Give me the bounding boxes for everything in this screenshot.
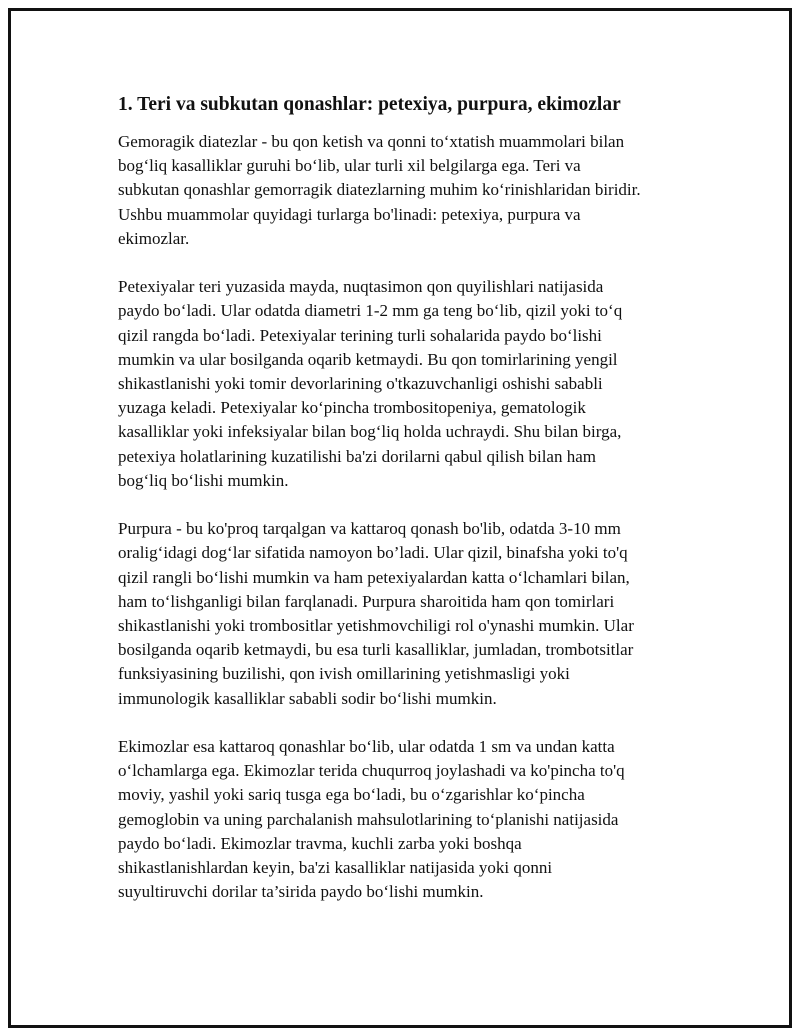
text-line: bosilganda oqarib ketmaydi, bu esa turli kasalliklar, jumladan, trombotsitlar	[118, 640, 634, 660]
text-line: qizil rangda bo‘ladi. Petexiyalar terining turli sohalarida paydo bo‘lishi	[118, 325, 602, 345]
text-line: Ekimozlar esa kattaroq qonashlar bo‘lib, ular odatda 1 sm va undan katta	[118, 737, 615, 757]
paragraph-petexiya	[118, 275, 688, 493]
text-line: kasalliklar yoki infeksiyalar bilan bog‘liq holda uchraydi. Shu bilan birga,	[118, 422, 622, 442]
text-line: shikastlanishi yoki trombositlar yetishmovchiligi rol o'ynashi mumkin. Ular	[118, 616, 634, 636]
text-line: petexiya holatlarining kuzatilishi ba'zi dorilarni qabul qilish bilan ham	[118, 446, 597, 466]
text-line: oralig‘idagi dog‘lar sifatida namoyon bo’ladi. Ular qizil, binafsha yoki to'q	[118, 543, 628, 563]
text-line: immunologik kasalliklar sababli sodir bo‘lishi mumkin.	[118, 688, 497, 708]
text-line: shikastlanishi yoki tomir devorlarining o'tkazuvchanligi oshishi sababli	[118, 374, 603, 394]
text-line: paydo bo‘ladi. Ekimozlar travma, kuchli zarba yoki boshqa	[118, 833, 522, 853]
text-line: Gemoragik diatezlar - bu qon ketish va qonni to‘xtatish muammolari bilan	[118, 132, 625, 151]
text-line: bog‘liq kasalliklar guruhi bo‘lib, ular turli xil belgilarga ega. Teri va	[118, 156, 581, 176]
text-line: Purpura - bu ko'proq tarqalgan va kattaroq qonash bo'lib, odatda 3-10 mm	[118, 519, 621, 539]
paragraph-purpura	[118, 517, 688, 711]
text-line: suyultiruvchi dorilar ta’sirida paydo bo‘lishi mumkin.	[118, 882, 484, 902]
text-line: gemoglobin va uning parchalanish mahsulotlarining to‘planishi natijasida	[118, 809, 619, 829]
text-line: funksiyasining buzilishi, qon ivish omillarining yetishmasligi yoki	[118, 664, 570, 684]
text-line: shikastlanishlardan keyin, ba'zi kasalliklar natijasida yoki qonni	[118, 858, 553, 878]
text-line: ekimozlar.	[118, 228, 190, 248]
text-line: Ushbu muammolar quyidagi turlarga bo'linadi: petexiya, purpura va	[118, 204, 581, 224]
paragraph-introduction	[118, 130, 688, 251]
text-line: mumkin va ular bosilganda oqarib ketmaydi. Bu qon tomirlarining yengil	[118, 349, 618, 369]
section-heading: 1. Teri va subkutan qonashlar: petexiya, purpura, ekimozlar	[118, 94, 621, 115]
text-line: o‘lchamlarga ega. Ekimozlar terida chuqurroq joylashadi va ko'pincha to'q	[118, 761, 625, 781]
text-line: moviy, yashil yoki sariq tusga ega bo‘ladi, bu o‘zgarishlar ko‘pincha	[118, 785, 585, 805]
text-line: subkutan qonashlar gemorragik diatezlarning muhim ko‘rinishlaridan biridir.	[118, 180, 641, 200]
text-line: qizil rangli bo‘lishi mumkin va ham petexiyalardan katta o‘lchamlari bilan,	[118, 567, 630, 587]
text-line: ham to‘lishganligi bilan farqlanadi. Purpura sharoitida ham qon tomirlari	[118, 591, 615, 611]
paragraph-ekimozlar	[118, 735, 688, 904]
text-line: yuzaga keladi. Petexiyalar ko‘pincha trombositopeniya, gematologik	[118, 398, 586, 418]
text-line: Petexiyalar teri yuzasida mayda, nuqtasimon qon quyilishlari natijasida	[118, 277, 604, 297]
document-body	[118, 92, 688, 929]
text-line: bog‘liq bo‘lishi mumkin.	[118, 470, 289, 490]
text-line: paydo bo‘ladi. Ular odatda diametri 1-2 mm ga teng bo‘lib, qizil yoki to‘q	[118, 301, 623, 321]
